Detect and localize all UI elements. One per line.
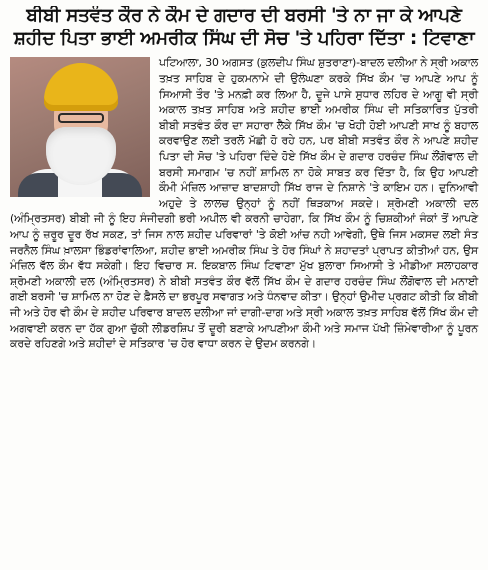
article-text: ਪਟਿਆਲਾ, 30 ਅਗਸਤ (ਕੁਲਦੀਪ ਸਿੰਘ ਸ਼ੁਤਰਾਣਾ)-ਬਾਦਲ ਦਲੀਆ ਨੇ ਸ੍ਰੀ ਅਕਾਲ ਤਖ਼ਤ ਸਾਹਿਬ ਦੇ ਹੁਕਮਨਾਮੇ ਦੀ ਉਲੰਘਣਾ ਕਰਕੇ ਸਿੱਖ ਕੌਮ 'ਚ ਆਪਣੇ ਆਪ ਨੂੰ ਸਿਆਸੀ ਤੌਰ 'ਤੇ ਮਨਫ਼ੀ ਕਰ ਲਿਆ ਹੈ, ਦੂਜੇ ਪਾਸੇ ਸੁਧਾਰ ਲਹਿਰ ਦੇ ਆਗੂ ਵੀ ਸ੍ਰੀ ਅਕਾਲ ਤਖ਼ਤ ਸਾਹਿਬ ਅਤੇ ਸ਼ਹੀਦ ਭਾਈ ਅਮਰੀਕ ਸਿੰਘ ਦੀ ਸਤਿਕਾਰਿਤ ਪੁੱਤਰੀ ਬੀਬੀ ਸਤਵੰਤ ਕੌਰ ਦਾ ਸਹਾਰਾ ਲੈਕੇ ਸਿੱਖ ਕੌਮ 'ਚ ਖੋਹੀ ਹੋਈ ਆਪਣੀ ਸਾਖ ਨੂੰ ਬਹਾਲ ਕਰਵਾਉਣ ਲਈ ਤਰਲੋ ਮੱਛੀ ਹੋ ਰਹੇ ਹਨ, ਪਰ ਬੀਬੀ ਸਤਵੰਤ ਕੌਰ ਨੇ ਆਪਣੇ ਸ਼ਹੀਦ ਪਿਤਾ ਦੀ ਸੋਚ 'ਤੇ ਪਹਿਰਾ ਦਿੰਦੇ ਹੋਏ ਸਿੱਖ ਕੌਮ ਦੇ ਗਦਾਰ ਹਰਚੰਦ ਸਿੰਘ ਲੌਂਗੋਵਾਲ ਦੀ ਬਰਸੀ ਸਮਾਗਮ 'ਚ ਨਹੀਂ ਸ਼ਾਮਿਲ ਨਾ ਹੋਕੇ ਸਾਬਤ ਕਰ ਦਿੱਤਾ ਹੈ, ਕਿ ਉਹ ਆਪਣੀ ਕੌਮੀ ਮੰਜ਼ਿਲ ਆਜ਼ਾਦ ਬਾਦਸ਼ਾਹੀ ਸਿੱਖ ਰਾਜ ਦੇ ਨਿਸ਼ਾਨੇ 'ਤੇ ਕਾਇਮ ਹਨ। ਦੁਨਿਆਵੀ ਅਹੁਦੇ ਤੇ ਲਾਲਚ ਉਨ੍ਹਾਂ ਨੂੰ ਨਹੀਂ ਥਿੜਕਾਅ ਸਕਦੇ। ਸ਼੍ਰੋਮਣੀ ਅਕਾਲੀ ਦਲ (ਅੰਮ੍ਰਿਤਸਰ) ਬੀਬੀ ਜੀ ਨੂੰ ਇਹ ਸੰਜੀਦਗੀ ਭਰੀ ਅਪੀਲ ਵੀ ਕਰਨੀ ਚਾਹੇਗਾ, ਕਿ ਸਿੱਖ ਕੌਮ ਨੂੰ ਚਿਸ਼ਕੀਆਂ ਜੰਕਾਂ ਤੋਂ ਆਪਣੇ ਆਪ ਨੂੰ ਜ਼ਰੂਰ ਦੂਰ ਰੱਖ ਸਕਣ, ਤਾਂ ਜਿਸ ਨਾਲ ਸ਼ਹੀਦ ਪਰਿਵਾਰਾਂ 'ਤੇ ਕੋਈ ਆਂਚ ਨਹੀ ਆਵੇਗੀ, ਉਥੇ ਜਿਸ ਮਕਸਦ ਲਈ ਸੰਤ ਜਰਨੈਲ ਸਿੰਘ ਖ਼ਾਲਸਾ ਭਿੰਡਰਾਂਵਾਲਿਆ, ਸ਼ਹੀਦ ਭਾਈ ਅਮਰੀਕ ਸਿੰਘ ਤੇ ਹੋਰ ਸਿੰਘਾਂ ਨੇ ਸ਼ਹਾਦਤਾਂ ਪ੍ਰਾਪਤ ਕੀਤੀਆਂ ਹਨ, ਉਸ ਮੰਜ਼ਿਲ ਵੱਲ ਕੌਮ ਵੱਧ ਸਕੇਗੀ। ਇਹ ਵਿਚਾਰ ਸ. ਇਕਬਾਲ ਸਿੰਘ ਟਿਵਾਣਾ ਮੁੱਖ ਬੁਲਾਰਾ ਸਿਆਸੀ ਤੇ ਮੀਡੀਆ ਸਲਾਹਕਾਰ ਸ਼੍ਰੋਮਣੀ ਅਕਾਲੀ ਦਲ (ਅੰਮ੍ਰਿਤਸਰ) ਨੇ ਬੀਬੀ ਸਤਵੰਤ ਕੌਰ ਵੱਲੋਂ ਸਿੱਖ ਕੌਮ ਦੇ ਗਦਾਰ ਹਰਚੰਦ ਸਿੰਘ ਲੌਂਗੋਵਾਲ ਦੀ ਮਨਾਈ ਗਈ ਬਰਸੀ 'ਚ ਸ਼ਾਮਿਲ ਨਾ ਹੋਣ ਦੇ ਫ਼ੈਸਲੇ ਦਾ ਭਰਪੂਰ ਸਵਾਗਤ ਅਤੇ ਧੰਨਵਾਦ ਕੀਤਾ। ਉਨ੍ਹਾਂ ਉਮੀਦ ਪ੍ਰਗਟ ਕੀਤੀ ਕਿ ਬੀਬੀ ਜੀ ਅਤੇ ਹੋਰ ਵੀ ਕੌਮ ਦੇ ਸ਼ਹੀਦ ਪਰਿਵਾਰ ਬਾਦਲ ਦਲੀਆ ਜਾਂ ਦਾਗੀ-ਦਾਗ ਅਤੇ ਸ੍ਰੀ ਅਕਾਲ ਤਖ਼ਤ ਸਾਹਿਬ ਵੱਲੋਂ ਸਿੱਖ ਕੌਮ ਦੀ ਅਗਵਾਈ ਕਰਨ ਦਾ ਹੱਕ ਗੁਆ ਚੁੱਕੀ ਲੀਡਰਸ਼ਿਪ ਤੋਂ ਦੂਰੀ ਬਣਾਕੇ ਆਪਣੀਆ ਕੌਮੀ ਅਤੇ ਸਮਾਜ ਪੱਖੀ ਜ਼ਿੰਮੇਵਾਰੀਆ ਨੂੰ ਪੂਰਨ ਕਰਦੇ ਰਹਿਣਗੇ ਅਤੇ ਸ਼ਹੀਦਾਂ ਦੇ ਸਤਿਕਾਰ 'ਚ ਹੋਰ ਵਾਧਾ ਕਰਨ ਦੇ ਉਦਮ ਕਰਨਗੇ। [10,56,478,351]
article-body [10,55,478,351]
headline [10,6,478,49]
person-portrait-icon [10,57,150,197]
headline-line-1: ਬੀਬੀ ਸਤਵੰਤ ਕੌਰ ਨੇ ਕੌਮ ਦੇ ਗਦਾਰ ਦੀ ਬਰਸੀ 'ਤੇ ਨਾ ਜਾ ਕੇ ਆਪਣੇ [26,6,462,26]
headline-line-2: ਸ਼ਹੀਦ ਪਿਤਾ ਭਾਈ ਅਮਰੀਕ ਸਿੰਘ ਦੀ ਸੋਚ 'ਤੇ ਪਹਿਰਾ ਦਿੱਤਾ : ਟਿਵਾਣਾ [13,28,475,49]
